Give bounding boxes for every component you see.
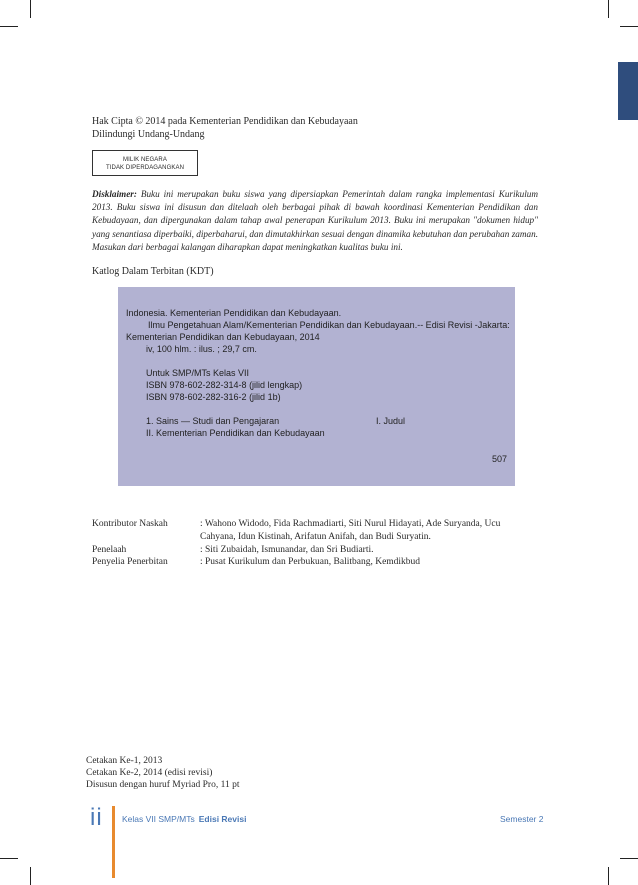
copyright-notice bbox=[92, 116, 358, 141]
kdt-book-title: Ilmu Pengetahuan Alam/Kementerian Pendidikan dan Kebudayaan.-- Edisi Revisi -Jakarta: bbox=[148, 320, 510, 330]
footer-semester: Semester 2 bbox=[500, 814, 544, 824]
crop-mark-bottom-left-v bbox=[30, 867, 31, 885]
kdt-isbn-volume: ISBN 978-602-282-316-2 (jilid 1b) bbox=[146, 392, 281, 402]
kdt-isbn-full: ISBN 978-602-282-314-8 (jilid lengkap) bbox=[146, 380, 303, 390]
crop-mark-top-left-h bbox=[0, 26, 18, 27]
crop-mark-top-left-v bbox=[30, 0, 31, 18]
stamp-line-1: MILIK NEGARA bbox=[123, 157, 167, 163]
contributor-value: : Siti Zubaidah, Ismunandar, dan Sri Budiarti. bbox=[200, 544, 374, 555]
edition-line-1: Cetakan Ke-1, 2013 bbox=[86, 756, 163, 766]
disclaimer-label: Disklaimer: bbox=[92, 189, 137, 199]
kdt-author: Indonesia. Kementerian Pendidikan dan Kebudayaan. bbox=[126, 308, 342, 318]
crop-mark-bottom-right-h bbox=[620, 858, 638, 859]
contributor-value: : Pusat Kurikulum dan Perbukuan, Balitbang, Kemdikbud bbox=[200, 557, 421, 568]
contributor-label: Penyelia Penerbitan bbox=[92, 557, 168, 568]
edition-info bbox=[86, 755, 239, 791]
kdt-subject-title: I. Judul bbox=[376, 416, 406, 426]
crop-mark-bottom-right-v bbox=[608, 867, 609, 885]
chapter-side-tab bbox=[618, 62, 638, 120]
footer-class-label bbox=[122, 814, 246, 824]
kdt-subject-2: II. Kementerian Pendidikan dan Kebudayaan bbox=[146, 428, 325, 438]
state-property-stamp bbox=[92, 150, 198, 176]
protection-line: Dilindungi Undang-Undang bbox=[92, 128, 205, 140]
footer-class: Kelas VII SMP/MTs bbox=[122, 814, 195, 824]
kdt-catalog-box bbox=[118, 287, 515, 486]
contributor-value: Cahyana, Idun Kistinah, Arifatun Anifah, dan Budi Suryatin. bbox=[200, 531, 431, 542]
footer-divider-bar bbox=[112, 806, 115, 878]
crop-mark-bottom-left-h bbox=[0, 858, 18, 859]
kdt-publisher: Kementerian Pendidikan dan Kebudayaan, 2014 bbox=[126, 332, 320, 342]
kdt-class-number: 507 bbox=[492, 454, 508, 464]
copyright-line: Hak Cipta © 2014 pada Kementerian Pendidikan dan Kebudayaan bbox=[92, 116, 358, 127]
kdt-subject-1: 1. Sains — Studi dan Pengajaran bbox=[146, 416, 280, 426]
disclaimer-text: Buku ini merupakan buku siswa yang dipersiapkan Pemerintah dalam rangka implementasi Kurikulum 2013. Buku siswa ini disusun dan ditelaah oleh berbagai pihak di bawah koordinasi Kementerian Pendidikan dan Kebudayaan, dan dipergunakan dalam tahap awal penerapan Kurikulum 2013. Buku ini merupakan "dokumen hidup" yang senantiasa diperbaiki, diperbaharui, dan dimutakhirkan sesuai dengan dinamika kebutuhan dan perubahan zaman. Masukan dari berbagai kalangan diharapkan dapat meningkatkan kualitas buku ini. bbox=[92, 189, 538, 252]
crop-mark-top-right-h bbox=[620, 26, 638, 27]
contributor-value: : Wahono Widodo, Fida Rachmadiarti, Siti Nurul Hidayati, Ade Suryanda, Ucu bbox=[200, 519, 501, 529]
kdt-audience: Untuk SMP/MTs Kelas VII bbox=[146, 368, 250, 378]
contributor-label: Penelaah bbox=[92, 544, 127, 555]
page-number: ii bbox=[90, 804, 103, 831]
footer-edition: Edisi Revisi bbox=[198, 814, 247, 824]
kdt-heading: Katlog Dalam Terbitan (KDT) bbox=[92, 266, 214, 277]
edition-line-2: Cetakan Ke-2, 2014 (edisi revisi) bbox=[86, 768, 213, 778]
disclaimer-paragraph bbox=[92, 188, 538, 254]
kdt-pages: iv, 100 hlm. : ilus. ; 29,7 cm. bbox=[146, 344, 257, 354]
contributor-label: Kontributor Naskah bbox=[92, 519, 168, 529]
edition-line-3: Disusun dengan huruf Myriad Pro, 11 pt bbox=[86, 780, 240, 790]
stamp-line-2: TIDAK DIPERDAGANGKAN bbox=[105, 165, 184, 171]
crop-mark-top-right-v bbox=[608, 0, 609, 18]
